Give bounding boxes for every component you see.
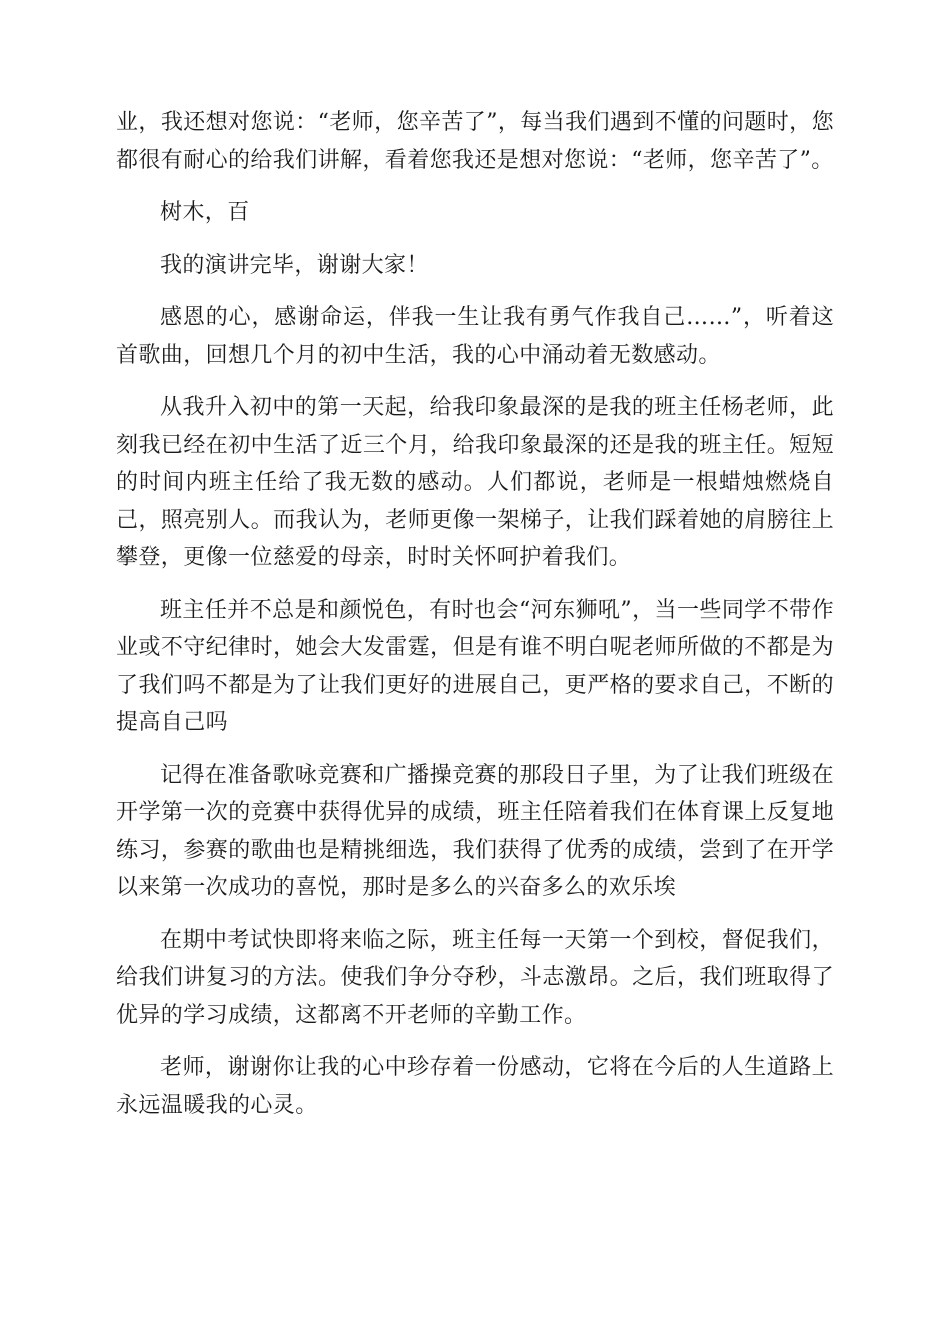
paragraph-song: 感恩的心，感谢命运，伴我一生让我有勇气作我自己……”，听着这首歌曲，回想几个月的初中生活，我的心中涌动着无数感动。 (116, 305, 834, 368)
paragraph-strict-teacher: 班主任并不总是和颜悦色，有时也会“河东狮吼”，当一些同学不带作业或不守纪律时，她会大发雷霆，但是有谁不明白呢老师所做的不都是为了我们吗不都是为了让我们更好的进展自己，更严格的要求自己，不断的提高自己吗 (116, 597, 834, 735)
paragraph-first-day: 从我升入初中的第一天起，给我印象最深的是我的班主任杨老师，此刻我已经在初中生活了近三个月，给我印象最深的还是我的班主任。短短的时间内班主任给了我无数的感动。人们都说，老师是一根蜡烛燃烧自己，照亮别人。而我认为，老师更像一架梯子，让我们踩着她的肩膀往上攀登，更像一位慈爱的母亲，时时关怀呵护着我们。 (116, 395, 834, 570)
document-page (116, 104, 834, 1139)
paragraph-midterm: 在期中考试快即将来临之际，班主任每一天第一个到校，督促我们，给我们讲复习的方法。使我们争分夺秒，斗志激昂。之后，我们班取得了优异的学习成绩，这都离不开老师的辛勤工作。 (116, 927, 834, 1028)
paragraph-fragment: 树木，百 (160, 200, 250, 225)
paragraph-competition: 记得在准备歌咏竞赛和广播操竞赛的那段日子里，为了让我们班级在开学第一次的竞赛中获得优异的成绩，班主任陪着我们在体育课上反复地练习，参赛的歌曲也是精挑细选，我们获得了优秀的成绩，尝到了在开学以来第一次成功的喜悦，那时是多么的兴奋多么的欢乐埃 (116, 762, 834, 900)
paragraph-thanks: 老师，谢谢你让我的心中珍存着一份感动，它将在今后的人生道路上永远温暖我的心灵。 (116, 1055, 834, 1118)
paragraph-closing: 我的演讲完毕，谢谢大家！ (160, 252, 429, 278)
paragraph-continuation: 业，我还想对您说：“老师，您辛苦了”，每当我们遇到不懂的问题时，您都很有耐心的给我们讲解，看着您我还是想对您说：“老师，您辛苦了”。 (116, 110, 834, 173)
